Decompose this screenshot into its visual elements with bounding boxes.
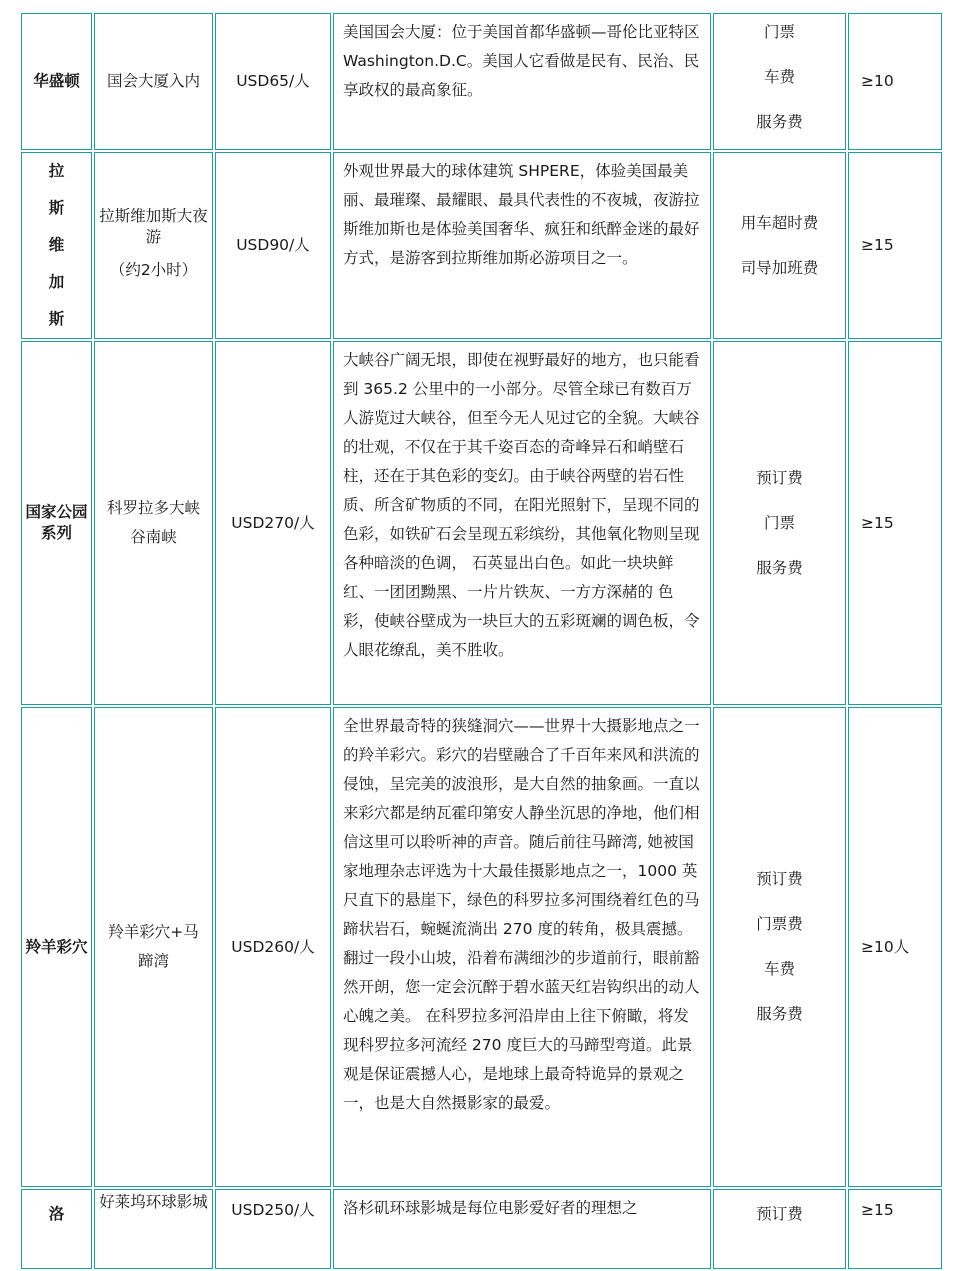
min-group-cell [848,152,942,339]
min-group-cell [848,13,942,150]
city-name: 羚羊彩穴 [25,937,88,956]
city-cell [21,341,92,705]
city-cell [21,13,92,150]
fee-item: 预订费 [756,870,803,888]
fee-item: 服务费 [756,113,803,131]
item-name: 拉斯维加斯大夜游 [99,207,208,246]
item-cell [94,341,213,705]
fee-item: 用车超时费 [740,213,819,232]
table-row [21,341,942,705]
fee-item: 司导加班费 [740,258,819,277]
city-cell [21,1189,92,1269]
fee-item: 服务费 [756,558,803,577]
fee-item: 服务费 [756,1005,803,1023]
price-value: USD90/人 [236,236,310,254]
min-group-value: ≥10 [861,72,894,90]
item-cell [94,707,213,1187]
fees-cell [713,707,846,1187]
min-group-cell [848,341,942,705]
table-row [21,13,942,150]
fee-item: 车费 [763,68,795,86]
min-group-value: ≥15 [861,513,894,532]
description-cell [333,13,711,150]
fees-cell [713,13,846,150]
city-name: 国家公园系列 [25,503,88,542]
city-cell [21,152,92,339]
price-cell [215,341,331,705]
fee-item: 车费 [763,960,795,978]
price-value: USD250/人 [231,1201,315,1219]
price-cell [215,13,331,150]
table-row [21,152,942,339]
fees-cell [713,341,846,705]
description-cell [333,707,711,1187]
tour-table [19,11,944,1271]
description-cell [333,341,711,705]
item-name: 好莱坞环球影城 [99,1193,208,1211]
min-group-value: ≥15 [861,236,894,254]
description-text: 大峡谷广阔无垠，即使在视野最好的地方，也只能看到 365.2 公里中的一小部分。尽管全球已有数百万人游览过大峡谷，但至今无人见过它的全貌。大峡谷的壮观，不仅在于其千姿百态的奇峰异石和峭壁石柱，还在于其色彩的变幻。由于峡谷两壁的岩石性质、所含矿物质的不同，在阳光照射下，呈现不同的色彩，如铁矿石会呈现五彩缤纷，其他氧化物则呈现各种暗淡的色调， 石英显出白色。如此一块块鲜红、一团团黝黑、一片片铁灰、一方方深赭的 色彩，使峡谷壁成为一块巨大的五彩斑斓的调色板，令人眼花缭乱，美不胜收。 [343,351,700,659]
table-row [21,707,942,1187]
fee-item: 门票费 [756,915,803,933]
description-text: 洛杉矶环球影城是每位电影爱好者的理想之 [343,1199,638,1217]
description-text: 外观世界最大的球体建筑 SHPERE，体验美国最美丽、最璀璨、最耀眼、最具代表性的不夜城，夜游拉斯维加斯也是体验美国奢华、疯狂和纸醉金迷的最好方式，是游客到拉斯维加斯必游项目之一。 [343,162,700,267]
fee-item: 门票 [763,513,795,532]
item-name: 羚羊彩穴+马蹄湾 [108,923,199,970]
price-cell [215,152,331,339]
description-cell [333,152,711,339]
item-name: 科罗拉多大峡谷南峡 [107,499,201,546]
table-row [21,1189,942,1269]
price-cell [215,707,331,1187]
min-group-cell [848,1189,942,1269]
min-group-value: ≥15 [861,1201,894,1219]
city-name: 拉斯维加斯 [48,162,65,328]
min-group-value: ≥10人 [861,937,910,956]
fee-item: 预订费 [756,468,803,487]
item-cell [94,13,213,150]
description-text: 美国国会大厦：位于美国首都华盛顿—哥伦比亚特区Washington.D.C。美国人它看做是民有、民治、民享政权的最高象征。 [343,23,700,99]
fee-item: 预订费 [756,1205,803,1223]
fee-item: 门票 [763,23,795,41]
fees-cell [713,152,846,339]
city-name: 华盛顿 [33,72,80,90]
item-cell [94,152,213,339]
item-cell [94,1189,213,1269]
price-value: USD65/人 [236,72,310,90]
price-value: USD260/人 [231,937,315,956]
fees-cell [713,1189,846,1269]
city-name: 洛 [48,1205,65,1223]
price-value: USD270/人 [231,513,315,532]
description-text: 全世界最奇特的狭缝洞穴——世界十大摄影地点之一的羚羊彩穴。彩穴的岩壁融合了千百年来风和洪流的侵蚀，呈完美的波浪形，是大自然的抽象画。一直以来彩穴都是纳瓦霍印第安人静坐沉思的净地，他们相信这里可以聆听神的声音。随后前往马蹄湾, 她被国家地理杂志评选为十大最佳摄影地点之一，1000 英尺直下的悬崖下，绿色的科罗拉多河围绕着红色的马蹄状岩石，蜿蜒流淌出 270 度的转角，极具震撼。翻过一段小山坡，沿着布满细沙的步道前行，眼前豁然开朗，您一定会沉醉于碧水蓝天红岩钩织出的动人心魄之美。 在科罗拉多河沿岸由上往下俯瞰，将发现科罗拉多河流经 270 度巨大的马蹄型弯道。此景观是保证震撼人心，是地球上最奇特诡异的景观之一，也是大自然摄影家的最爱。 [343,717,700,1112]
item-duration: （约2小时） [109,261,198,279]
min-group-cell [848,707,942,1187]
item-name: 国会大厦入内 [106,72,200,90]
description-cell [333,1189,711,1269]
city-cell [21,707,92,1187]
price-cell [215,1189,331,1269]
